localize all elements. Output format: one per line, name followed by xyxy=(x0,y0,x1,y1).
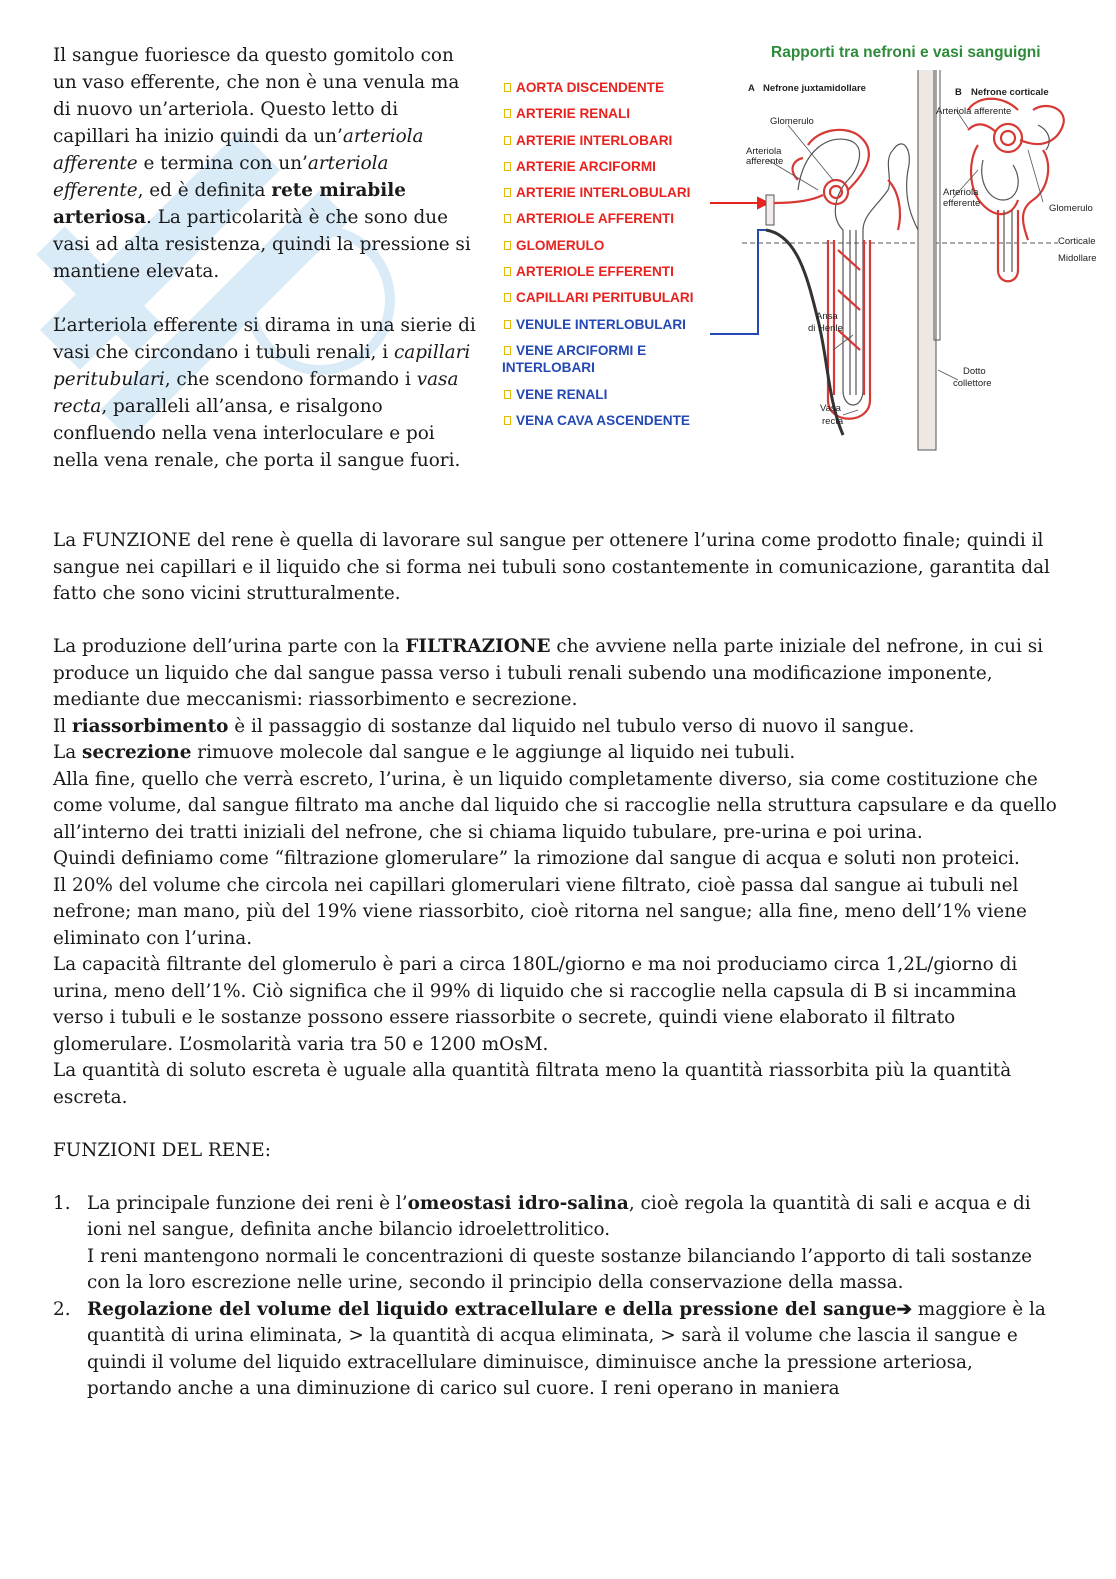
main-text xyxy=(53,528,1063,1403)
legend-label: ARTERIOLE AFFERENTI xyxy=(516,211,675,227)
legend-label: VENE ARCIFORMI E INTERLOBARI xyxy=(502,342,647,375)
nephron-vessels-figure xyxy=(498,40,1103,460)
label-dotto-1: Dotto xyxy=(963,366,986,377)
figure-title: Rapporti tra nefroni e vasi sanguigni xyxy=(771,44,1041,61)
collecting-ducts xyxy=(918,70,940,450)
paragraph-quantita: La quantità di soluto escreta è uguale alla quantità filtrata meno la quantità riassorbita più la quantità escreta. xyxy=(53,1060,1012,1108)
section-title-funzioni: FUNZIONI DEL RENE: xyxy=(53,1139,271,1161)
label-b-letter: B xyxy=(955,87,962,98)
legend-checkbox-icon xyxy=(504,83,511,92)
label-arteriola-efferente-1: Arteriola xyxy=(943,187,979,198)
pointer-lines xyxy=(768,110,1043,415)
legend-checkbox-icon xyxy=(504,136,511,145)
paragraph-riassorbimento: Il riassorbimento è il passaggio di sostanze dal liquido nel tubulo verso di nuovo il sangue. xyxy=(53,715,915,737)
paragraph-20-percent: Il 20% del volume che circola nei capillari glomerulari viene filtrato, cioè passa dal sangue ai tubuli nel nefrone; man mano, più del 19% viene riassorbito, cioè ritorna nel sangue; alla fine, meno dell’1% viene eliminato con l’urina. xyxy=(53,874,1027,949)
nephron-a-vessels xyxy=(774,130,900,419)
vessel-legend xyxy=(502,79,732,439)
label-a-letter: A xyxy=(748,83,755,94)
paragraph-produzione: La produzione dell’urina parte con la FILTRAZIONE che avviene nella parte iniziale del nefrone, in cui si produce un liquido che dal sangue passa verso i tubuli renali subendo una modificazione imponente, mediante due meccanismi: riassorbimento e secrezione. xyxy=(53,636,1044,710)
interlobular-vessel-a xyxy=(766,195,774,225)
legend-label: CAPILLARI PERITUBULARI xyxy=(516,290,694,306)
intro-text-block xyxy=(53,42,478,474)
legend-label: VENA CAVA ASCENDENTE xyxy=(516,413,690,429)
legend-item xyxy=(502,184,732,210)
label-arteriola-afferente-a-2: afferente xyxy=(746,156,784,167)
legend-item xyxy=(502,342,732,386)
legend-label: ARTERIE INTERLOBULARI xyxy=(516,185,691,201)
label-arteriola-afferente-b: Arteriola afferente xyxy=(936,106,1012,117)
label-ansa-1: Ansa xyxy=(816,311,838,322)
legend-checkbox-icon xyxy=(504,214,511,223)
nephron-b-vessels xyxy=(968,99,1064,282)
legend-label: AORTA DISCENDENTE xyxy=(516,80,665,95)
label-glomerulo-a: Glomerulo xyxy=(770,116,814,127)
label-corticale: Corticale xyxy=(1058,236,1096,247)
legend-checkbox-icon xyxy=(504,320,511,329)
paragraph-peritubular: L’arteriola efferente si dirama in una sierie di vasi che circondano i tubuli renali, i capillari peritubulari, che scendono formando i vasa recta, paralleli all’ansa, e risalgono confluendo nella vena interloculare e poi nella vena renale, che porta il sangue fuori. xyxy=(53,315,476,471)
label-a-title: Nefrone juxtamidollare xyxy=(763,83,866,94)
legend-item xyxy=(502,158,732,184)
legend-checkbox-icon xyxy=(504,293,511,302)
legend-item xyxy=(502,316,732,342)
legend-label: ARTERIOLE EFFERENTI xyxy=(516,264,674,280)
legend-item xyxy=(502,263,732,289)
legend-label: ARTERIE ARCIFORMI xyxy=(516,158,656,174)
legend-checkbox-icon xyxy=(504,267,511,276)
label-arteriola-efferente-2: efferente xyxy=(943,198,981,209)
legend-checkbox-icon xyxy=(504,188,511,197)
legend-label: VENE RENALI xyxy=(516,386,608,402)
legend-label: VENULE INTERLOBULARI xyxy=(516,316,686,332)
legend-checkbox-icon xyxy=(504,109,511,118)
paragraph-funzione: La FUNZIONE del rene è quella di lavorare sul sangue per ottenere l’urina come prodotto finale; quindi il sangue nei capillari e il liquido che si forma nei tubuli sono costantemente in comunicazione, garantita dal fatto che sono vicini strutturalmente. xyxy=(53,530,1050,604)
label-arteriola-afferente-a-1: Arteriola xyxy=(746,146,782,157)
legend-item xyxy=(502,79,732,105)
paragraph-filtrazione-glomerulare: Quindi definiamo come “filtrazione glomerulare” la rimozione dal sangue di acqua e soluti non proteici. xyxy=(53,848,1020,869)
label-midollare: Midollare xyxy=(1058,253,1097,264)
legend-checkbox-icon xyxy=(504,162,511,171)
legend-label: ARTERIE INTERLOBARI xyxy=(516,132,673,148)
label-vasa-2: recta xyxy=(822,416,844,427)
paragraph-fine: Alla fine, quello che verrà escreto, l’urina, è un liquido completamente diverso, sia come costituzione che come volume, dal sangue filtrato ma anche dal liquido che si raccoglie nella struttura capsulare e da quello all’interno dei tratti iniziali del nefrone, che si chiama liquido tubulare, pre-urina e poi urina. xyxy=(53,768,1057,843)
legend-checkbox-icon xyxy=(504,416,511,425)
list-item: 2. Regolazione del volume del liquido extracellulare e della pressione del sangue➔ maggiore è la quantità di urina eliminata, > la quantità di acqua eliminata, > sarà il volume che lascia il sangue e quindi il volume del liquido extracellulare diminuisce, diminuisce anche la pressione arteriosa, portando anche a una diminuzione di carico sul cuore. I reni operano in maniera xyxy=(53,1298,1046,1399)
label-vasa-1: Vasa xyxy=(820,403,841,414)
paragraph-efferent: Il sangue fuoriesce da questo gomitolo con un vaso efferente, che non è una venula ma di nuovo un’arteriola. Questo letto di capillari ha inizio quindi da un’arteriola afferente e termina con un’arteriola efferente, ed è definita rete mirabile arteriosa. La particolarità è che sono due vasi ad alta resistenza, quindi la pressione si mantiene elevata. xyxy=(53,45,471,282)
paragraph-capacita: La capacità filtrante del glomerulo è pari a circa 180L/giorno e ma noi produciamo circa 1,2L/giorno di urina, meno dell’1%. Ciò significa che il 99% di liquido che si raccoglie nella capsula di B si incammina verso i tubuli e le sostanze possono essere riassorbite o secrete, quindi viene elaborato il filtrato glomerulare. L’osmolarità varia tra 50 e 1200 mOsM. xyxy=(53,954,1018,1055)
label-ansa-2: di Henle xyxy=(808,323,843,334)
label-b-title: Nefrone corticale xyxy=(971,87,1049,98)
legend-item xyxy=(502,210,732,236)
legend-checkbox-icon xyxy=(504,346,511,355)
nephron-b-tubules xyxy=(982,125,1050,272)
funzioni-list xyxy=(53,1191,1063,1403)
list-item: 1. La principale funzione dei reni è l’omeostasi idro-salina, cioè regola la quantità di sali e acqua e di ioni nel sangue, definita anche bilancio idroelettrolitico. I reni mantengono normali le concentrazioni di queste sostanze bilanciando l’apporto di tali sostanze con la loro escrezione nelle urine, secondo il principio della conservazione della massa. xyxy=(53,1192,1033,1293)
paragraph-secrezione: La secrezione rimuove molecole dal sangue e le aggiunge al liquido nei tubuli. xyxy=(53,742,796,763)
legend-label: GLOMERULO xyxy=(516,237,605,253)
label-dotto-2: collettore xyxy=(953,378,992,389)
legend-item xyxy=(502,386,732,412)
legend-label: ARTERIE RENALI xyxy=(516,106,631,122)
label-glomerulo-b: Glomerulo xyxy=(1049,203,1093,214)
legend-checkbox-icon xyxy=(504,241,511,250)
legend-item xyxy=(502,237,732,263)
legend-item xyxy=(502,289,732,315)
legend-item xyxy=(502,412,732,438)
legend-item xyxy=(502,132,732,158)
legend-item xyxy=(502,105,732,131)
legend-checkbox-icon xyxy=(504,390,511,399)
